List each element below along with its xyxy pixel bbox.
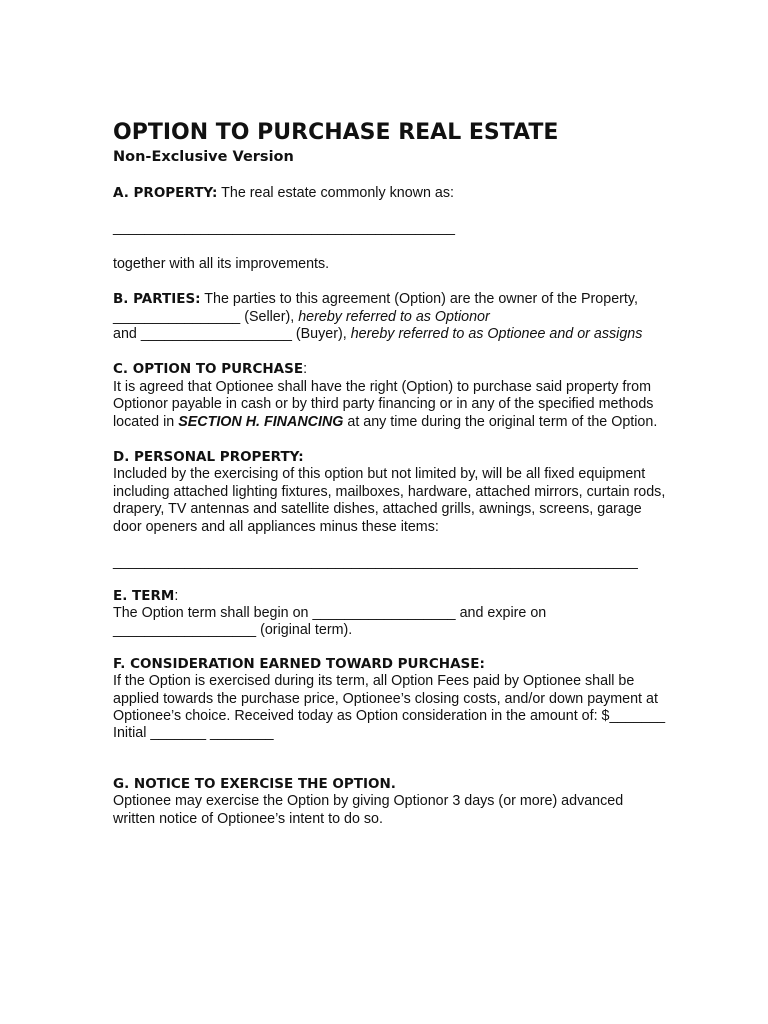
term-expire-blank: __________________ xyxy=(113,622,257,639)
section-term-heading-line xyxy=(113,588,668,605)
section-option-text xyxy=(113,379,668,431)
buyer-and: and xyxy=(113,326,141,343)
section-option-to-purchase xyxy=(113,361,668,431)
document-subtitle: Non-Exclusive Version xyxy=(113,149,294,165)
buyer-line xyxy=(113,326,668,343)
buyer-label: (Buyer), xyxy=(291,326,351,343)
section-property xyxy=(113,185,668,273)
term-end-text: (original term). xyxy=(256,622,353,639)
seller-blank: ________________ xyxy=(113,308,241,325)
term-begin-blank: __________________ xyxy=(312,604,456,621)
section-option-emphasis: SECTION H. FINANCING xyxy=(178,413,344,430)
amount-blank: _______ xyxy=(609,707,666,724)
property-address-blank: ___________________________________________ xyxy=(113,220,455,237)
section-option-colon: : xyxy=(303,361,308,378)
initial-blank-1: _______ xyxy=(150,725,207,742)
section-option-text-after: at any time during the original term of the Option. xyxy=(343,413,658,430)
seller-role: hereby referred to as Optionor xyxy=(298,308,490,325)
section-consideration xyxy=(113,656,668,743)
section-parties-heading: B. PARTIES: xyxy=(113,291,201,308)
section-option-heading: C. OPTION TO PURCHASE xyxy=(113,361,304,378)
term-expire-text: and expire on xyxy=(455,604,547,621)
buyer-role: hereby referred to as Optionee and or assigns xyxy=(350,326,643,343)
seller-label: (Seller), xyxy=(240,308,299,325)
seller-line xyxy=(113,309,668,326)
section-option-heading-line xyxy=(113,361,668,378)
section-parties-intro xyxy=(113,291,668,308)
section-property-text: The real estate commonly known as: xyxy=(217,185,454,201)
section-term-heading: E. TERM xyxy=(113,587,175,604)
section-property-heading: A. PROPERTY: xyxy=(113,185,218,201)
section-personal-property xyxy=(113,449,668,571)
section-property-after: together with all its improvements. xyxy=(113,255,330,272)
section-term xyxy=(113,588,668,640)
document-title: OPTION TO PURCHASE REAL ESTATE xyxy=(113,120,559,145)
term-expire-line xyxy=(113,622,668,639)
initial-blank-2: ________ xyxy=(210,725,274,742)
section-personal-heading: D. PERSONAL PROPERTY: xyxy=(113,449,304,466)
section-consideration-heading: F. CONSIDERATION EARNED TOWARD PURCHASE: xyxy=(113,655,485,672)
term-begin-line xyxy=(113,605,668,622)
section-option-text-before: It is agreed that Optionee shall have the right (Option) to purchase said property from Optionor payable in cash or by third party financing or in any of the specified methods located in xyxy=(113,378,654,430)
section-property-intro xyxy=(113,185,668,202)
section-notice-text: Optionee may exercise the Option by giving Optionor 3 days (or more) advanced written notice of Optionee’s intent to do so. xyxy=(113,793,624,827)
section-term-colon: : xyxy=(174,587,179,604)
excluded-items-blank: __________________________________________________________________ xyxy=(113,554,638,571)
consideration-text: If the Option is exercised during its term, all Option Fees paid by Optionee shall be applied towards the purchase price, Optionee’s closing costs, and/or down payment at Optionee’s choice. Received today as Option consideration in the amount of: $ xyxy=(113,673,658,724)
section-notice xyxy=(113,776,668,828)
section-parties-text: The parties to this agreement (Option) are the owner of the Property, xyxy=(200,291,638,308)
term-begin-text: The Option term shall begin on xyxy=(113,604,313,621)
section-personal-text: Included by the exercising of this option but not limited by, will be all fixed equipment including attached lighting fixtures, mailboxes, hardware, attached mirrors, curtain rods, drapery, TV antennas and satellite dishes, attached grills, awnings, screens, garage door openers and all appliances minus these items: xyxy=(113,466,666,535)
buyer-blank: ___________________ xyxy=(140,326,292,343)
section-parties xyxy=(113,291,668,343)
section-consideration-text xyxy=(113,673,668,743)
section-notice-heading: G. NOTICE TO EXERCISE THE OPTION. xyxy=(113,775,396,792)
initial-label: Initial xyxy=(113,725,151,742)
